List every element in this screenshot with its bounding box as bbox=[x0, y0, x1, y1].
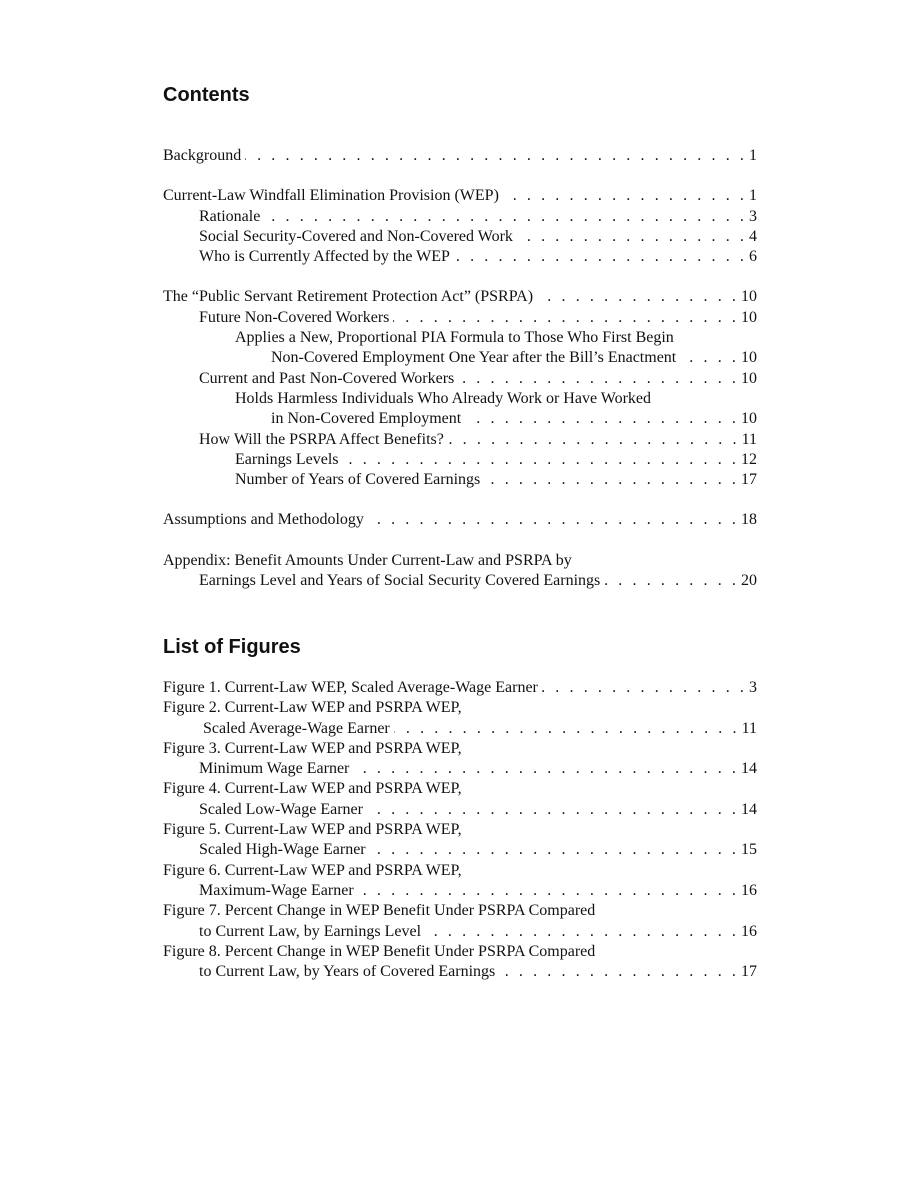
toc-entry-assumptions[interactable]: Assumptions and Methodology . . . 18 bbox=[163, 510, 757, 530]
contents-heading: Contents bbox=[163, 84, 250, 106]
page-number: 10 bbox=[741, 349, 757, 367]
toc-entry-affect-benefits[interactable]: How Will the PSRPA Affect Benefits? . . . 11 bbox=[163, 430, 757, 450]
toc-entry-applies-formula[interactable]: Applies a New, Proportional PIA Formula to Those Who First Begin Non-Covered Employment One Year after the Bill’s Enactment . . . 10 bbox=[163, 328, 757, 369]
page-number: 15 bbox=[741, 841, 757, 859]
figure-entry-6[interactable]: Figure 6. Current-Law WEP and PSRPA WEP, Maximum-Wage Earner . . . 16 bbox=[163, 861, 757, 902]
page-number: 11 bbox=[741, 430, 757, 448]
figure-entry-5[interactable]: Figure 5. Current-Law WEP and PSRPA WEP, Scaled High-Wage Earner . . . 15 bbox=[163, 820, 757, 861]
toc-entry-current-past-workers[interactable]: Current and Past Non-Covered Workers . . . 10 bbox=[163, 369, 757, 389]
toc-entry-wep[interactable]: Current-Law Windfall Elimination Provision (WEP) . . . 1 bbox=[163, 186, 757, 206]
list-of-figures-heading: List of Figures bbox=[163, 636, 301, 658]
page-number: 16 bbox=[741, 922, 757, 940]
page-number: 10 bbox=[741, 369, 757, 387]
table-of-contents bbox=[163, 146, 757, 591]
figure-entry-1[interactable]: Figure 1. Current-Law WEP, Scaled Average-Wage Earner . . . 3 bbox=[163, 678, 757, 698]
toc-entry-background[interactable]: Background . . . 1 bbox=[163, 146, 757, 166]
page-number: 10 bbox=[741, 410, 757, 428]
toc-entry-affected[interactable]: Who is Currently Affected by the WEP . . . 6 bbox=[163, 247, 757, 267]
page-number: 17 bbox=[741, 471, 757, 489]
figure-entry-4[interactable]: Figure 4. Current-Law WEP and PSRPA WEP, Scaled Low-Wage Earner . . . 14 bbox=[163, 779, 757, 820]
page-number: 3 bbox=[749, 679, 757, 696]
figure-entry-2[interactable]: Figure 2. Current-Law WEP and PSRPA WEP, Scaled Average-Wage Earner . . . 11 bbox=[163, 698, 757, 739]
toc-entry-future-workers[interactable]: Future Non-Covered Workers . . . 10 bbox=[163, 308, 757, 328]
page-number: 11 bbox=[741, 719, 757, 737]
page-number: 17 bbox=[741, 963, 757, 981]
toc-entry-holds-harmless[interactable]: Holds Harmless Individuals Who Already Work or Have Worked in Non-Covered Employment . . . 10 bbox=[163, 389, 757, 430]
page-number: 20 bbox=[741, 572, 757, 590]
toc-entry-covered-work[interactable]: Social Security-Covered and Non-Covered Work . . . 4 bbox=[163, 227, 757, 247]
page-number: 16 bbox=[741, 881, 757, 899]
page-number: 1 bbox=[749, 147, 757, 164]
figure-entry-8[interactable]: Figure 8. Percent Change in WEP Benefit Under PSRPA Compared to Current Law, by Years of Covered Earnings . . . 17 bbox=[163, 942, 757, 983]
page-number: 4 bbox=[749, 227, 757, 245]
toc-entry-rationale[interactable]: Rationale . . . 3 bbox=[163, 207, 757, 227]
toc-entry-earnings-levels[interactable]: Earnings Levels . . . 12 bbox=[163, 450, 757, 470]
page-number: 12 bbox=[741, 450, 757, 468]
page-number: 18 bbox=[741, 511, 757, 529]
figure-entry-3[interactable]: Figure 3. Current-Law WEP and PSRPA WEP, Minimum Wage Earner . . . 14 bbox=[163, 739, 757, 780]
list-of-figures bbox=[163, 678, 757, 982]
page-number: 3 bbox=[749, 207, 757, 225]
page-number: 1 bbox=[749, 187, 757, 205]
page-number: 10 bbox=[741, 288, 757, 306]
page-number: 14 bbox=[741, 800, 757, 818]
figure-entry-7[interactable]: Figure 7. Percent Change in WEP Benefit Under PSRPA Compared to Current Law, by Earnings Level . . . 16 bbox=[163, 901, 757, 942]
toc-entry-appendix[interactable]: Appendix: Benefit Amounts Under Current-Law and PSRPA by Earnings Level and Years of Social Security Covered Earnings . . . 20 bbox=[163, 551, 757, 592]
page-number: 10 bbox=[741, 308, 757, 326]
toc-entry-years-covered[interactable]: Number of Years of Covered Earnings . . . 17 bbox=[163, 470, 757, 490]
toc-entry-psrpa[interactable]: The “Public Servant Retirement Protection Act” (PSRPA) . . . 10 bbox=[163, 287, 757, 307]
page-number: 6 bbox=[749, 248, 757, 266]
page-number: 14 bbox=[741, 760, 757, 778]
